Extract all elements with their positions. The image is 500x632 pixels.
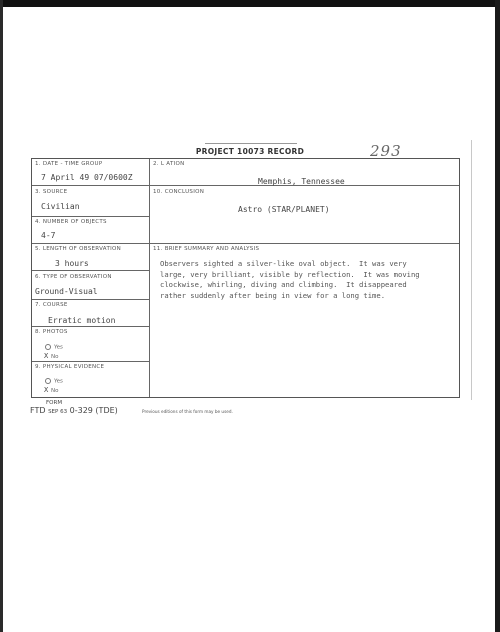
scan-edge-top <box>0 0 500 7</box>
evidence-yes-label: Yes <box>54 378 63 385</box>
row-divider <box>32 361 149 362</box>
row-divider <box>32 326 149 327</box>
conclusion-label: 10. CONCLUSION <box>153 189 205 195</box>
previous-editions-note: Previous editions of this form may be used. <box>142 409 233 414</box>
date-time-label: 1. DATE - TIME GROUP <box>35 161 103 167</box>
row-divider <box>32 243 459 244</box>
evidence-no-checkmark: X <box>44 386 49 394</box>
location-label: 2. L ATION <box>153 161 185 167</box>
scan-edge-right <box>495 0 500 632</box>
photos-no-checkmark: X <box>44 352 49 360</box>
photos-yes-checkbox <box>45 344 51 350</box>
row-divider <box>32 270 149 271</box>
title-rule <box>205 143 297 144</box>
form-code-prefix: FTD <box>30 406 46 415</box>
conclusion-value: Astro (STAR/PLANET) <box>238 205 330 214</box>
record-title: PROJECT 10073 RECORD <box>195 147 305 156</box>
scan-fold-line <box>471 140 472 400</box>
row-divider <box>32 299 149 300</box>
column-divider <box>149 159 150 397</box>
form-word: FORM <box>46 400 63 406</box>
date-time-value: 7 April 49 07/0600Z <box>41 173 133 182</box>
location-value: Memphis, Tennessee <box>258 177 345 186</box>
evidence-yes-option <box>45 378 63 385</box>
length-of-observation-label: 5. LENGTH OF OBSERVATION <box>35 246 122 252</box>
type-of-observation-value: Ground-Visual <box>35 287 98 296</box>
evidence-no-option <box>44 386 58 394</box>
row-divider <box>32 185 459 186</box>
course-label: 7. COURSE <box>35 302 68 308</box>
photos-no-label: No <box>51 354 59 360</box>
form-code-date: SEP 63 <box>48 409 68 415</box>
type-of-observation-label: 6. TYPE OF OBSERVATION <box>35 274 112 280</box>
evidence-no-label: No <box>51 388 59 394</box>
physical-evidence-label: 9. PHYSICAL EVIDENCE <box>35 364 105 370</box>
summary-label: 11. BRIEF SUMMARY AND ANALYSIS <box>153 246 260 252</box>
source-label: 3. SOURCE <box>35 189 68 195</box>
form-code <box>30 406 118 415</box>
form-code-number: 0-329 (TDE) <box>69 406 118 415</box>
handwritten-page-number: 293 <box>370 142 402 160</box>
evidence-yes-checkbox <box>45 378 51 384</box>
source-value: Civilian <box>41 202 80 211</box>
row-divider <box>32 216 149 217</box>
number-of-objects-value: 4-7 <box>41 231 56 240</box>
photos-no-option <box>44 352 58 360</box>
summary-text: Observers sighted a silver-like oval object. It was very large, very brilliant, visible by reflection. It was moving clockwise, whirling, diving and climbing. It disappeared rather suddenly after being in view for a long time. <box>160 259 420 300</box>
photos-yes-label: Yes <box>54 344 63 351</box>
scan-edge-left <box>0 0 3 632</box>
course-value: Erratic motion <box>48 316 116 325</box>
number-of-objects-label: 4. NUMBER OF OBJECTS <box>35 219 107 225</box>
photos-yes-option <box>45 344 63 351</box>
length-of-observation-value: 3 hours <box>55 259 89 268</box>
photos-label: 8. PHOTOS <box>35 329 68 335</box>
